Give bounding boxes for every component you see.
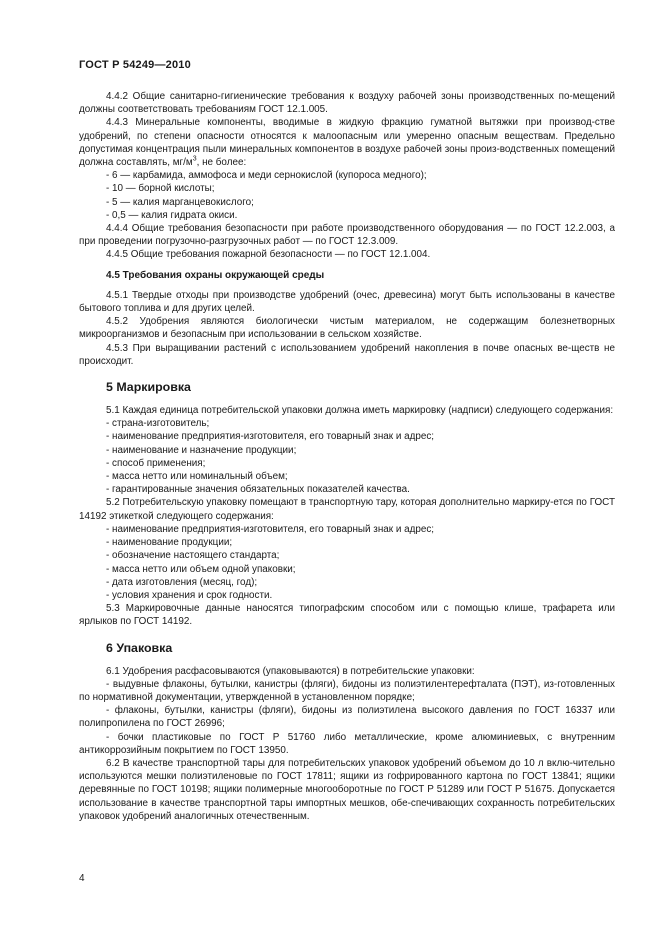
- list-item: - страна-изготовитель;: [106, 418, 210, 430]
- clause-5-3: 5.3 Маркировочные данные наносятся типографским способом или с помощью клише, трафарета или ярлыков по ГОСТ 14192.: [79, 603, 615, 628]
- page-number: 4: [79, 873, 85, 884]
- section-heading-6: 6 Упаковка: [106, 640, 173, 655]
- clause-4-4-4: 4.4.4 Общие требования безопасности при работе производственного оборудования — по ГОСТ 12.2.003, а при проведении погрузочно-разгрузочных работ — по ГОСТ 12.3.009.: [79, 223, 615, 248]
- clause-4-5-3: 4.5.3 При выращивании растений с использованием удобрений накопления в почве опасных ве-ществ не происходит.: [79, 342, 615, 367]
- clause-4-4-3-superscript: 3: [192, 155, 197, 163]
- list-item: - наименование продукции;: [106, 537, 233, 549]
- list-item: - условия хранения и срок годности.: [106, 589, 273, 601]
- clause-4-4-3: [79, 116, 615, 169]
- list-item: - выдувные флаконы, бутылки, канистры (фляги), бидоны из полиэтилентерефталата (ПЭТ), из-готовленных по нормативной документации, утвержденной в установленном порядке;: [79, 678, 615, 703]
- section-heading-5: 5 Маркировка: [106, 380, 191, 395]
- list-item: - гарантированные значения обязательных показателей качества.: [106, 484, 410, 496]
- clause-4-5-2: 4.5.2 Удобрения являются биологически чистым материалом, не содержащим болезнетворных микроорганизмов и безопасным при использовании в сельском хозяйстве.: [79, 316, 615, 341]
- document-header: ГОСТ Р 54249—2010: [79, 59, 191, 71]
- clause-4-5-1: 4.5.1 Твердые отходы при производстве удобрений (очес, древесина) могут быть использованы в качестве бытового топлива и для других целей.: [79, 289, 615, 315]
- clause-5-2: 5.2 Потребительскую упаковку помещают в транспортную тару, которая дополнительно маркиру-ется по ГОСТ 14192 этикеткой следующего содержания:: [79, 497, 615, 522]
- list-item: - дата изготовления (месяц, год);: [106, 576, 258, 588]
- list-item: - 6 — карбамида, аммофоса и меди сернокислой (купороса медного);: [106, 170, 427, 182]
- clause-4-4-3-text: 4.4.3 Минеральные компоненты, вводимые в жидкую фракцию гуматной вытяжки при производ-стве удобрений, по степени опасности относятся к малоопасным или умеренно опасным веществам. Предельно допустимая концентрация пыли минеральных компонентов в воздухе рабочей зоны произ-водственных помещений должна составлять, мг/м: [79, 117, 615, 169]
- subsection-heading-4-5: 4.5 Требования охраны окружающей среды: [106, 269, 325, 281]
- clause-5-1: 5.1 Каждая единица потребительской упаковки должна иметь маркировку (надписи) следующего содержания:: [106, 405, 614, 417]
- list-item: - масса нетто или объем одной упаковки;: [106, 563, 296, 575]
- list-item: - 0,5 — калия гидрата окиси.: [106, 209, 238, 221]
- clause-4-4-2: 4.4.2 Общие санитарно-гигиенические требования к воздуху рабочей зоны производственных по-мещений должны соответствовать требованиям ГОСТ 12.1.005.: [79, 91, 615, 116]
- list-item: - наименование предприятия-изготовителя, его товарный знак и адрес;: [106, 431, 435, 443]
- clause-6-2: 6.2 В качестве транспортной тары для потребительских упаковок удобрений объемом до 10 л вклю-чительно используются мешки полиэтиленовые по ГОСТ 17811; ящики из гофрированного картона по ГОСТ 13841; ящики деревянные по ГОСТ 10198; ящики полимерные многооборотные по ГОСТ Р 51289 или ГОСТ Р 51675. Допускается использование в качестве транспортной тары импортных мешков, обе-спечивающих сохранность потребительских упаковок удобрений аналогичных отечественным.: [79, 757, 615, 822]
- list-item: - способ применения;: [106, 457, 206, 469]
- clause-6-1: 6.1 Удобрения расфасовываются (упаковываются) в потребительские упаковки:: [106, 665, 475, 677]
- list-item: - бочки пластиковые по ГОСТ Р 51760 либо металлические, кроме алюминиевых, с внутренним антикоррозийным покрытием по ГОСТ 13950.: [79, 731, 615, 756]
- list-item: - 5 — калия марганцевокислого;: [106, 196, 254, 208]
- clause-4-4-5: 4.4.5 Общие требования пожарной безопасности — по ГОСТ 12.1.004.: [106, 249, 431, 261]
- clause-4-4-3-tail: , не более:: [196, 157, 247, 169]
- list-item: - флаконы, бутылки, канистры (фляги), бидоны из полиэтилена высокого давления по ГОСТ 16337 или полипропилена по ГОСТ 26996;: [79, 705, 615, 730]
- list-item: - обозначение настоящего стандарта;: [106, 550, 280, 562]
- list-item: - 10 — борной кислоты;: [106, 183, 215, 195]
- list-item: - наименование и назначение продукции;: [106, 444, 297, 456]
- list-item: - наименование предприятия-изготовителя, его товарный знак и адрес;: [106, 523, 435, 535]
- document-body: [79, 90, 615, 823]
- list-item: - масса нетто или номинальный объем;: [106, 471, 288, 483]
